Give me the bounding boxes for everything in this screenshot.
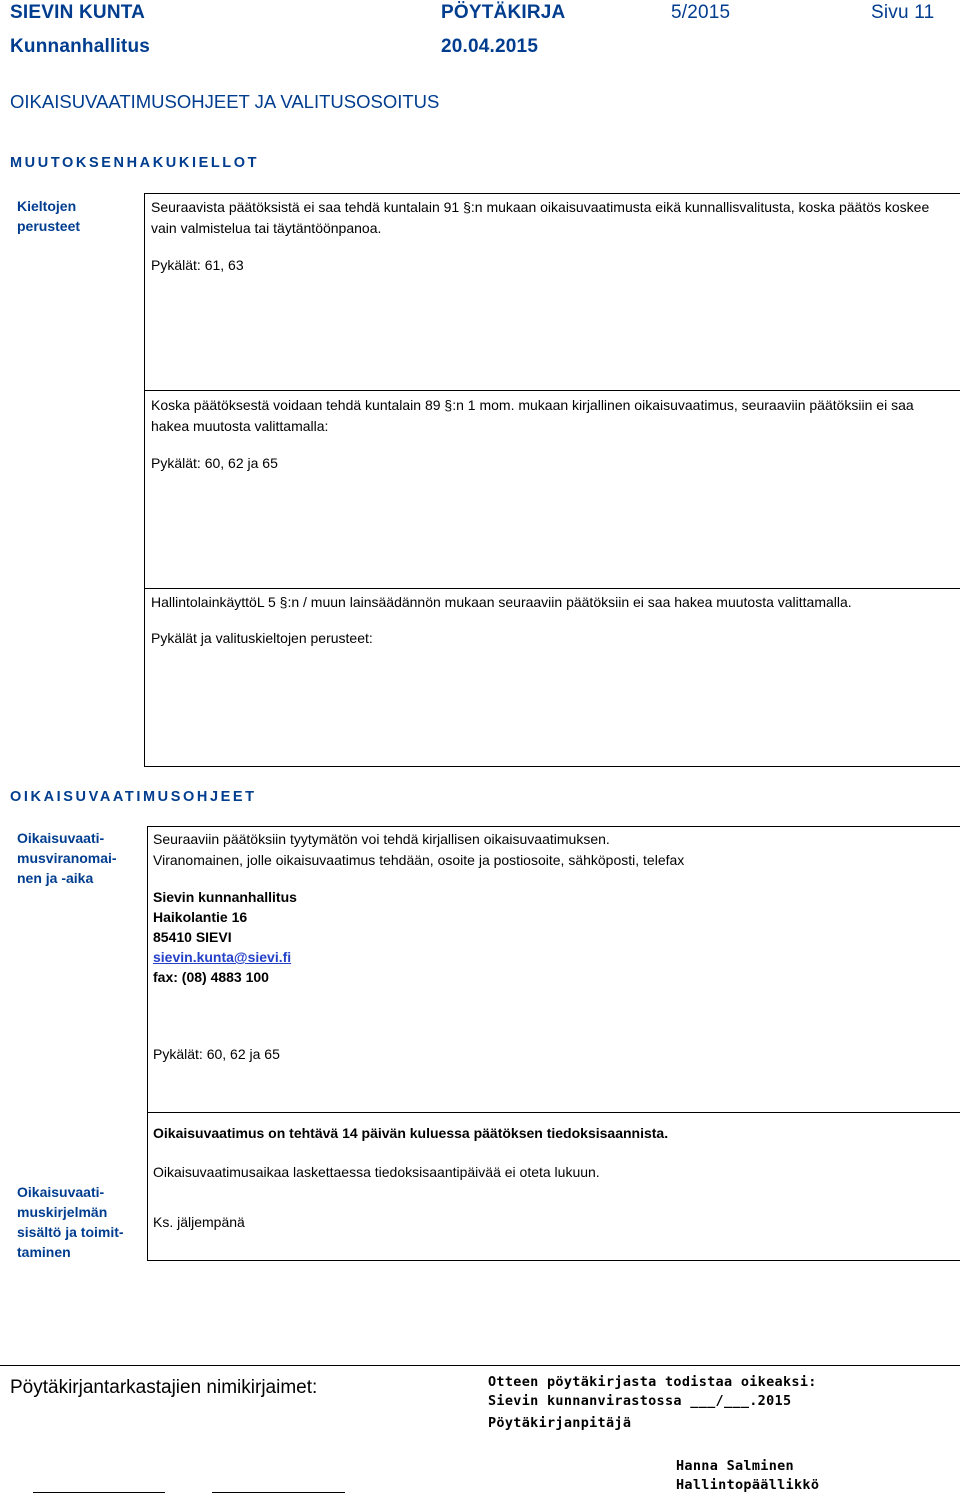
signer-block bbox=[676, 1457, 819, 1495]
divider bbox=[144, 588, 960, 589]
divider bbox=[147, 1112, 960, 1113]
doc-type: PÖYTÄKIRJA bbox=[441, 2, 566, 23]
restrictions-heading: MUUTOKSENHAKUKIELLOT bbox=[10, 155, 260, 171]
authority-address bbox=[153, 887, 297, 987]
appeal-deadline: Oikaisuvaatimus on tehtävä 14 päivän kuluessa päätöksen tiedoksisaannista. bbox=[153, 1125, 669, 1141]
signature-line-2 bbox=[212, 1492, 345, 1493]
meeting-body: Kunnanhallitus bbox=[10, 36, 151, 57]
instruction-sections: Pykälät: 60, 62 ja 65 bbox=[153, 1046, 280, 1062]
restriction-block-1-sections: Pykälät: 61, 63 bbox=[151, 257, 244, 273]
restriction-block-3-sections: Pykälät ja valituskieltojen perusteet: bbox=[151, 630, 373, 646]
signer-name: Hanna Salminen bbox=[676, 1458, 794, 1474]
restrictions-side-label: Kieltojen perusteet bbox=[17, 198, 81, 234]
appeal-deadline-note: Oikaisuvaatimusaikaa laskettaessa tiedoksisaantipäivää ei oteta lukuun. bbox=[153, 1164, 600, 1180]
signature-line-1 bbox=[33, 1492, 165, 1493]
document-side-label: Oikaisuvaati- muskirjelmän sisältö ja toimit- taminen bbox=[17, 1184, 124, 1260]
restriction-block-3: HallintolainkäyttöL 5 §:n / muun lainsäädännön mukaan seuraaviin päätöksiin ei saa hakea muutosta valittamalla. bbox=[151, 594, 852, 610]
restriction-block-1: Seuraavista päätöksistä ei saa tehdä kuntalain 91 §:n mukaan oikaisuvaatimusta eikä kunnallisvalitusta, koska päätös koskee vain valmistelua tai täytäntöönpanoa. bbox=[151, 199, 930, 236]
authority-fax: fax: (08) 4883 100 bbox=[153, 969, 269, 985]
see-below: Ks. jäljempänä bbox=[153, 1214, 245, 1230]
authority-email-link[interactable]: sievin.kunta@sievi.fi bbox=[153, 949, 292, 965]
divider bbox=[144, 390, 960, 391]
divider bbox=[147, 826, 148, 1260]
authority-postcode: 85410 SIEVI bbox=[153, 929, 232, 945]
meeting-date: 20.04.2015 bbox=[441, 36, 539, 57]
divider bbox=[144, 766, 960, 767]
instruction-intro: Seuraaviin päätöksiin tyytymätön voi tehdä kirjallisen oikaisuvaatimuksen. Viranomainen, jolle oikaisuvaatimus tehdään, osoite ja postiosoite, sähköposti, telefax bbox=[153, 831, 685, 868]
divider bbox=[147, 826, 960, 827]
signer-title: Hallintopäällikkö bbox=[676, 1477, 820, 1493]
authority-street: Haikolantie 16 bbox=[153, 909, 248, 925]
org-name: SIEVIN KUNTA bbox=[10, 2, 146, 23]
reviewers-label: Pöytäkirjantarkastajien nimikirjaimet: bbox=[10, 1377, 318, 1398]
restriction-block-2-sections: Pykälät: 60, 62 ja 65 bbox=[151, 455, 278, 471]
certification-block: Otteen pöytäkirjasta todistaa oikeaksi: Sievin kunnanvirastossa ___/___.2015 Pöytäkirjanpitäjä bbox=[488, 1374, 817, 1431]
authority-name: Sievin kunnanhallitus bbox=[153, 889, 297, 905]
authority-side-label: Oikaisuvaati- musviranomai- nen ja -aika bbox=[17, 830, 117, 886]
restriction-block-2: Koska päätöksestä voidaan tehdä kuntalain 89 §:n 1 mom. mukaan kirjallinen oikaisuvaatimus, seuraaviin päätöksiin ei saa hakea muutosta valittamalla: bbox=[151, 397, 914, 434]
instructions-heading: OIKAISUVAATIMUSOHJEET bbox=[10, 789, 257, 805]
footer-divider bbox=[0, 1365, 960, 1366]
page-number: Sivu 11 bbox=[871, 2, 935, 23]
divider bbox=[144, 193, 960, 194]
divider bbox=[144, 193, 145, 766]
doc-number: 5/2015 bbox=[671, 2, 731, 23]
divider bbox=[147, 1260, 960, 1261]
page-title: OIKAISUVAATIMUSOHJEET JA VALITUSOSOITUS bbox=[10, 91, 440, 112]
